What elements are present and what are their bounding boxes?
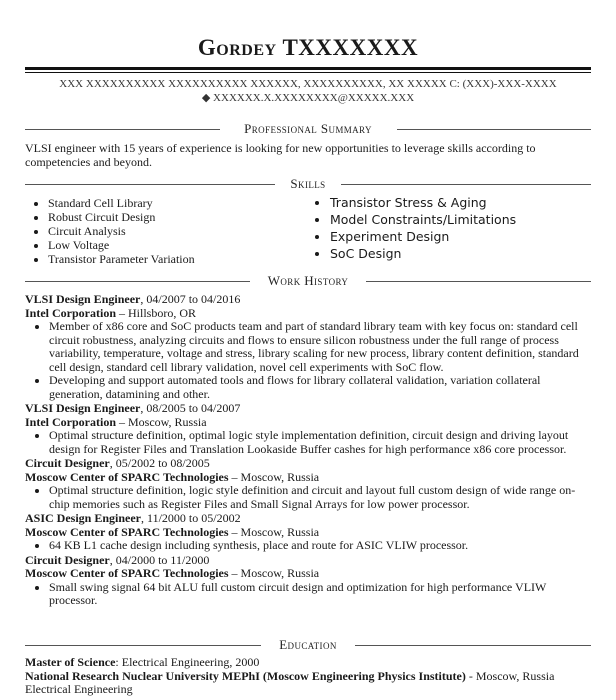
job-entry — [25, 554, 591, 608]
job-bullet: • Member of x86 core and SoC products team and part of standard library team with key focus on: standard cell circuit robustness, analyzing circuits and flows to ensure silicon robustness under the full range of process variability, temperature, voltage and stress, library scaling for new process, library content definition, standard cell design, standard cell library validation, novel cell experiments with SoC flow. — [49, 320, 591, 374]
job-bullet: • 64 KB L1 cache design including synthesis, place and route for ASIC VLIW processor. — [49, 539, 591, 553]
job-location: – Moscow, Russia — [116, 414, 207, 429]
section-heading-summary — [0, 121, 616, 137]
header-rule-thick — [25, 67, 591, 70]
job-dates: , 08/2005 to 04/2007 — [140, 401, 241, 415]
candidate-name — [0, 33, 616, 63]
section-heading-skills — [0, 176, 616, 192]
job-bullets — [25, 539, 591, 553]
skill-item: • Robust Circuit Design — [48, 210, 308, 224]
job-dates: , 11/2000 to 05/2002 — [141, 511, 241, 525]
job-company: Moscow Center of SPARC Technologies — [25, 524, 229, 539]
skill-item: • Experiment Design — [330, 228, 610, 245]
job-title: Circuit Designer — [25, 552, 110, 567]
job-bullets — [25, 484, 591, 511]
section-heading-education — [0, 637, 616, 653]
section-title: Skills — [282, 176, 333, 191]
skill-item: • Standard Cell Library — [48, 196, 308, 210]
education-extra: Electrical Engineering — [25, 682, 133, 696]
skill-item: • Low Voltage — [48, 238, 308, 252]
skill-item: • Transistor Parameter Variation — [48, 252, 308, 266]
job-entry — [25, 512, 591, 553]
contact-email: ◆ XXXXXX.X.XXXXXXXX@XXXXX.XXX — [201, 92, 415, 104]
job-title: Circuit Designer — [25, 456, 110, 470]
job-location: – Hillsboro, OR — [116, 305, 197, 320]
last-name: TXXXXXXX — [282, 35, 419, 60]
section-title: Work History — [260, 273, 357, 288]
job-bullet: • Developing and support automated tools and flows for library collateral validation, variation collateral generation, datamining and other. — [49, 374, 591, 401]
skill-item: • SoC Design — [330, 245, 610, 262]
job-company: Moscow Center of SPARC Technologies — [25, 469, 229, 484]
section-heading-work — [0, 273, 616, 289]
skill-item: • Model Constraints/Limitations — [330, 211, 610, 228]
job-bullets — [25, 581, 591, 608]
degree: Master of Science — [25, 655, 116, 669]
job-entry — [25, 293, 591, 401]
job-title: ASIC Design Engineer — [25, 511, 142, 525]
job-title: VLSI Design Engineer — [25, 292, 141, 306]
job-title: VLSI Design Engineer — [25, 401, 141, 415]
job-dates: , 04/2007 to 04/2016 — [140, 292, 241, 306]
job-bullets — [25, 429, 591, 456]
job-location: – Moscow, Russia — [228, 524, 320, 539]
school-location: - Moscow, Russia — [465, 668, 555, 683]
first-name: Gordey — [197, 35, 277, 60]
education-block — [25, 656, 591, 697]
section-title: Education — [271, 637, 345, 652]
job-company: Intel Corporation — [25, 305, 116, 320]
summary-text: VLSI engineer with 15 years of experience is looking for new opportunities to leverage skills according to competencies and beyond. — [25, 141, 536, 169]
job-company: Intel Corporation — [25, 414, 116, 429]
skill-item: • Circuit Analysis — [48, 224, 308, 238]
job-bullet: • Optimal structure definition, logic style definition and circuit and layout full custom design of wide range on-chip memories such as Register Files and Small Signal Arrays for low power processor. — [49, 484, 591, 511]
job-entry — [25, 402, 591, 456]
job-entry — [25, 457, 591, 511]
job-company: Moscow Center of SPARC Technologies — [25, 566, 229, 580]
contact-address: XXX XXXXXXXXXX XXXXXXXXXX XXXXXX, XXXXXXXXXX, XX XXXXX C: (XXX)-XXX-XXXX — [59, 78, 557, 90]
job-location: – Moscow, Russia — [228, 469, 320, 484]
skill-item: • Transistor Stress & Aging — [330, 194, 610, 211]
job-location: – Moscow, Russia — [228, 566, 320, 580]
job-bullet: • Small swing signal 64 bit ALU full custom circuit design and optimization for high performance VLIW processor. — [49, 581, 591, 608]
skills-list-left — [30, 196, 308, 266]
section-title: Professional Summary — [236, 121, 380, 136]
school-name: National Research Nuclear University MEPhI (Moscow Engineering Physics Institute) — [25, 668, 466, 683]
degree-field: : Electrical Engineering, 2000 — [115, 655, 260, 669]
job-bullets — [25, 320, 591, 401]
job-bullet: • Optimal structure definition, optimal logic style implementation definition, circuit design and driving layout design for Register Files and Translation Lookaside Buffer cashes for high performance x86 core processor. — [49, 429, 591, 456]
header-rule-thin — [25, 72, 591, 73]
job-dates: , 04/2000 to 11/2000 — [109, 552, 210, 567]
job-dates: , 05/2002 to 08/2005 — [109, 456, 210, 470]
work-history — [25, 293, 591, 608]
skills-list-right — [312, 194, 610, 262]
